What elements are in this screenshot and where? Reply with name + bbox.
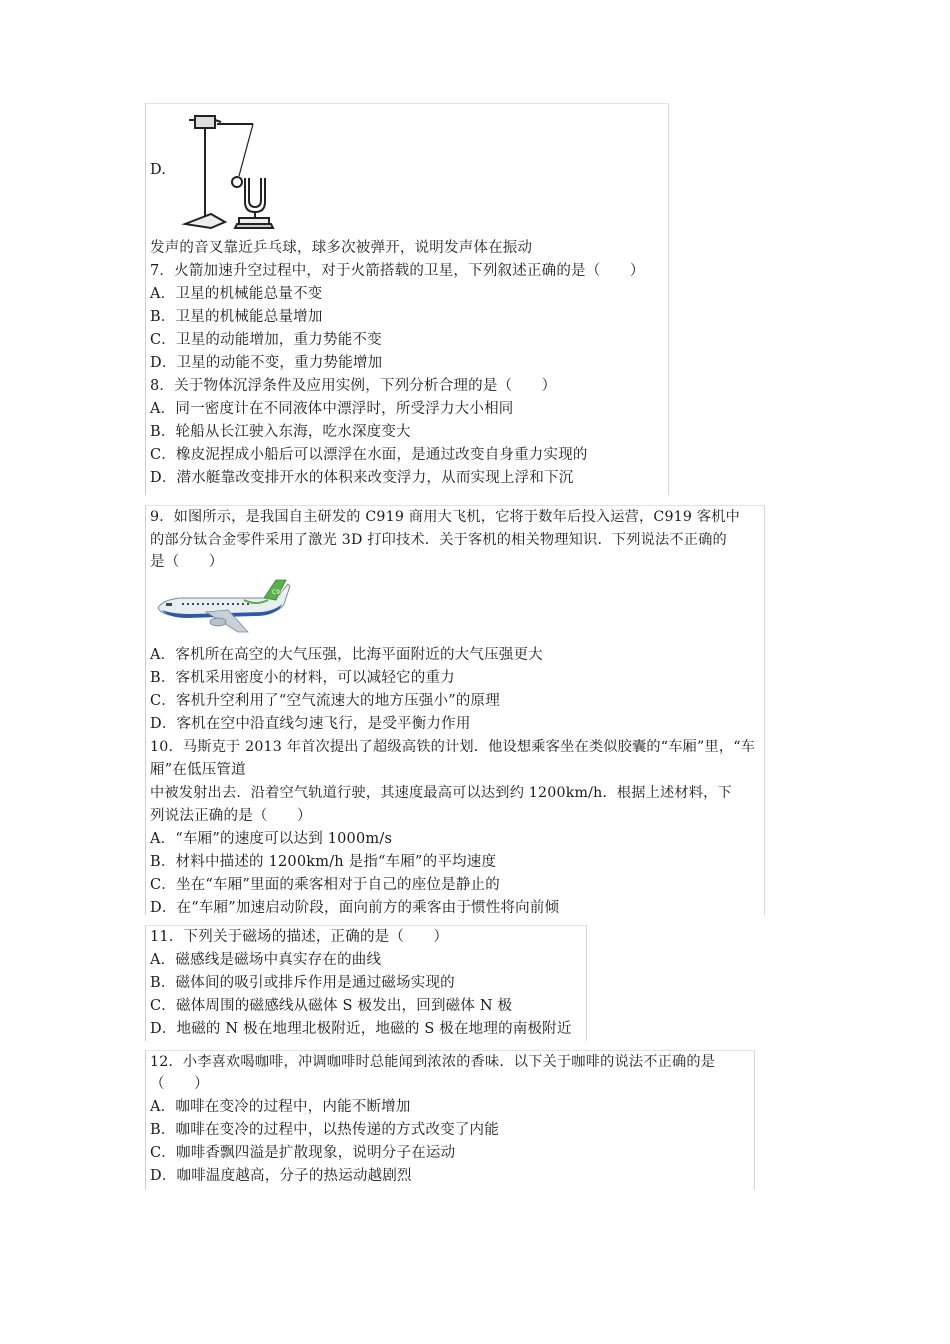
- q9-option-d: D．客机在空中沿直线匀速飞行，是受平衡力作用: [150, 716, 471, 732]
- q7-option-b: B．卫星的机械能总量增加: [150, 309, 323, 325]
- q10-stem-line-1: 10．马斯克于 2013 年首次提出了超级高铁的计划．他设想乘客坐在类似胶囊的“车厢”里，“车: [150, 739, 756, 755]
- q8-option-a: A．同一密度计在不同液体中漂浮时，所受浮力大小相同: [150, 401, 514, 417]
- question-block-9-10: [145, 505, 765, 915]
- q10-option-b: B．材料中描述的 1200km/h 是指“车厢”的平均速度: [150, 854, 497, 870]
- q7-option-d: D．卫星的动能不变，重力势能增加: [150, 355, 383, 371]
- q9-option-c: C．客机升空利用了“空气流速大的地方压强小”的原理: [150, 693, 500, 709]
- q12-option-b: B．咖啡在变冷的过程中，以热传递的方式改变了内能: [150, 1122, 499, 1138]
- q10-option-a: A．“车厢”的速度可以达到 1000m/s: [150, 831, 393, 847]
- q10-stem-line-4: 列说法正确的是（ ）: [150, 808, 312, 824]
- q12-stem-line-2: （ ）: [150, 1076, 209, 1092]
- q10-stem-line-3: 中被发射出去．沿着空气轨道行驶，其速度最高可以达到约 1200km/h．根据上述材料，下: [150, 785, 732, 801]
- q6-option-d-text: 发声的音叉靠近乒乓球，球多次被弹开，说明发声体在振动: [150, 240, 533, 256]
- q11-option-c: C．磁体周围的磁感线从磁体 S 极发出，回到磁体 N 极: [150, 998, 513, 1014]
- q8-stem: 8．关于物体沉浮条件及应用实例，下列分析合理的是（ ）: [150, 378, 557, 394]
- question-block-12: [145, 1050, 755, 1190]
- q10-stem-line-2: 厢”在低压管道: [150, 762, 246, 778]
- q9-stem-line-2: 的部分钛合金零件采用了激光 3D 打印技术．关于客机的相关物理知识．下列说法不正确的: [150, 532, 727, 548]
- q11-option-b: B．磁体间的吸引或排斥作用是通过磁场实现的: [150, 975, 455, 991]
- q7-stem: 7．火箭加速升空过程中，对于火箭搭载的卫星，下列叙述正确的是（ ）: [150, 263, 645, 279]
- q10-option-c: C．坐在“车厢”里面的乘客相对于自己的座位是静止的: [150, 877, 500, 893]
- q12-stem-line-1: 12．小李喜欢喝咖啡，冲调咖啡时总能闻到浓浓的香味．以下关于咖啡的说法不正确的是: [150, 1054, 716, 1070]
- q12-option-a: A．咖啡在变冷的过程中，内能不断增加: [150, 1099, 411, 1115]
- c919-airplane-figure: [152, 578, 294, 638]
- q8-option-b: B．轮船从长江驶入东海，吃水深度变大: [150, 424, 411, 440]
- tuning-fork-figure: [181, 110, 311, 232]
- q8-option-c: C．橡皮泥捏成小船后可以漂浮在水面，是通过改变自身重力实现的: [150, 447, 588, 463]
- question-block-6-8: [145, 103, 669, 495]
- q11-option-a: A．磁感线是磁场中真实存在的曲线: [150, 952, 382, 968]
- q8-option-d: D．潜水艇靠改变排开水的体积来改变浮力，从而实现上浮和下沉: [150, 470, 574, 486]
- q9-option-b: B．客机采用密度小的材料，可以减轻它的重力: [150, 670, 455, 686]
- plane-livery-text: C919: [272, 589, 288, 596]
- q11-option-d: D．地磁的 N 极在地理北极附近，地磁的 S 极在地理的南极附近: [150, 1021, 572, 1037]
- q9-option-a: A．客机所在高空的大气压强，比海平面附近的大气压强更大: [150, 647, 543, 663]
- q10-option-d: D．在“车厢”加速启动阶段，面向前方的乘客由于惯性将向前倾: [150, 900, 560, 916]
- q11-stem: 11．下列关于磁场的描述，正确的是（ ）: [150, 929, 449, 945]
- q7-option-a: A．卫星的机械能总量不变: [150, 286, 323, 302]
- q9-stem-line-1: 9．如图所示，是我国自主研发的 C919 商用大飞机，它将于数年后投入运营，C919 客机中: [150, 509, 741, 525]
- q9-stem-line-3: 是（ ）: [150, 554, 224, 570]
- q12-option-c: C．咖啡香飘四溢是扩散现象，说明分子在运动: [150, 1145, 456, 1161]
- q12-option-d: D．咖啡温度越高，分子的热运动越剧烈: [150, 1168, 412, 1184]
- question-block-11: [145, 925, 587, 1041]
- q7-option-c: C．卫星的动能增加，重力势能不变: [150, 332, 382, 348]
- q6-option-d-label: D.: [150, 162, 167, 178]
